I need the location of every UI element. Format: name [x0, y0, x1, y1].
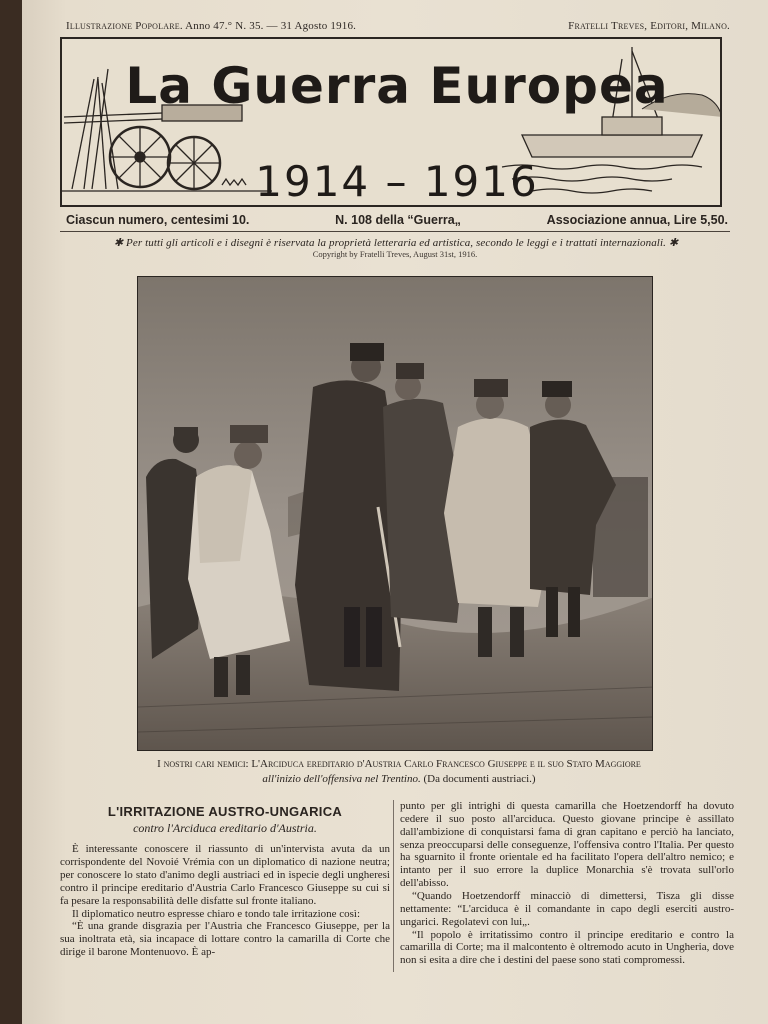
photo-image	[138, 277, 653, 751]
price-info: Ciascun numero, centesimi 10.	[66, 213, 250, 227]
caption-line-2	[66, 772, 732, 787]
copyright-line: Copyright by Fratelli Treves, August 31st, 1916.	[312, 249, 478, 259]
article-paragraph: punto per gli intrighi di questa camarilla che Hoetzendorff ha dovuto cedere il suo posto all'arciduca. Questo giovane principe è assillato dall'ambizione di conquistarsi fama di gran capitano e perciò ha lanciato, senza preoccuparsi delle conseguenze, l'offensiva contro l'Italia. Per questo ha sguarnito il fronte orientale ed ha facilitato l'opera dell'altro nemico; e intanto per il suo errore la duplice Monarchia s'è trovata sull'orlo dell'abisso.	[400, 800, 734, 890]
article-paragraph: È interessante conoscere il riassunto di un'intervista avuta da un corrispondente del Novoié Vrémia con un diplomatico di nazione neutra; per conoscere lo stato d'animo degli austriaci ed in ispecie degli ungheresi contro il principe ereditario d'Austria Carlo Francesco Giuseppe su cui si fa pesare la responsabilità delle disfatte sul fronte italiano.	[60, 843, 390, 907]
article-column-right	[400, 800, 734, 967]
publisher: Fratelli Treves, Editori, Milano.	[568, 20, 730, 32]
rights-notice	[60, 236, 732, 249]
masthead-title: La Guerra Europea	[125, 57, 669, 115]
masthead	[60, 37, 722, 207]
caption-italic: all'inizio dell'offensiva nel Trentino.	[262, 772, 421, 785]
article-title: L'IRRITAZIONE AUSTRO-UNGARICA	[107, 804, 343, 819]
caption-source: (Da documenti austriaci.)	[423, 772, 536, 785]
photo-caption	[66, 757, 732, 787]
header-line	[66, 20, 730, 32]
issue-info: Anno 47.° N. 35. — 31 Agosto 1916.	[185, 20, 357, 32]
article-column-left	[60, 804, 390, 959]
publication-info	[66, 20, 356, 32]
article-subtitle: contro l'Arciduca ereditario d'Austria.	[133, 821, 317, 836]
photograph-officers	[137, 276, 653, 751]
divider-rule	[60, 231, 730, 232]
subscription-info: Associazione annua, Lire 5,50.	[546, 213, 728, 227]
masthead-years: 1914 – 1916	[255, 157, 539, 206]
newspaper-page	[22, 0, 768, 1024]
asterisk-mark-left: ✱	[113, 237, 124, 249]
war-number: N. 108 della “Guerra„	[335, 213, 461, 227]
article-paragraph: “È una grande disgrazia per l'Austria che Francesco Giuseppe, per la sua inoltrata età, sia incapace di lottare contro la camarilla di Corte che dirige il barone Montenuovo. È ap-	[60, 920, 390, 959]
article-paragraph: “Il popolo è irritatissimo contro il principe ereditario e contro la camarilla di Corte; ma il malcontento è oltremodo acuto in Ungheria, dove non si esita a dire che i destini del paese sono stati compromessi.	[400, 928, 734, 967]
article-paragraph: Il diplomatico neutro espresse chiaro e tondo tale irritazione così:	[72, 907, 361, 920]
rights-text: Per tutti gli articoli e i disegni è riservata la proprietà letteraria ed artistica, secondo le leggi e i trattati internazionali.	[126, 237, 666, 249]
asterisk-mark-right: ✱	[668, 237, 679, 249]
caption-line-1: I nostri cari nemici: L'Arciduca ereditario d'Austria Carlo Francesco Giuseppe e il suo Stato Maggiore	[157, 758, 641, 770]
publication-name: Illustrazione Popolare.	[66, 20, 183, 32]
article-paragraph: “Quando Hoetzendorff minacciò di dimettersi, Tisza gli disse nettamente: “L'arciduca è il comandante in capo degli eserciti austro-ungarici. Regolatevi con lui„.	[400, 890, 734, 928]
column-divider	[393, 800, 394, 972]
info-row	[66, 213, 728, 227]
